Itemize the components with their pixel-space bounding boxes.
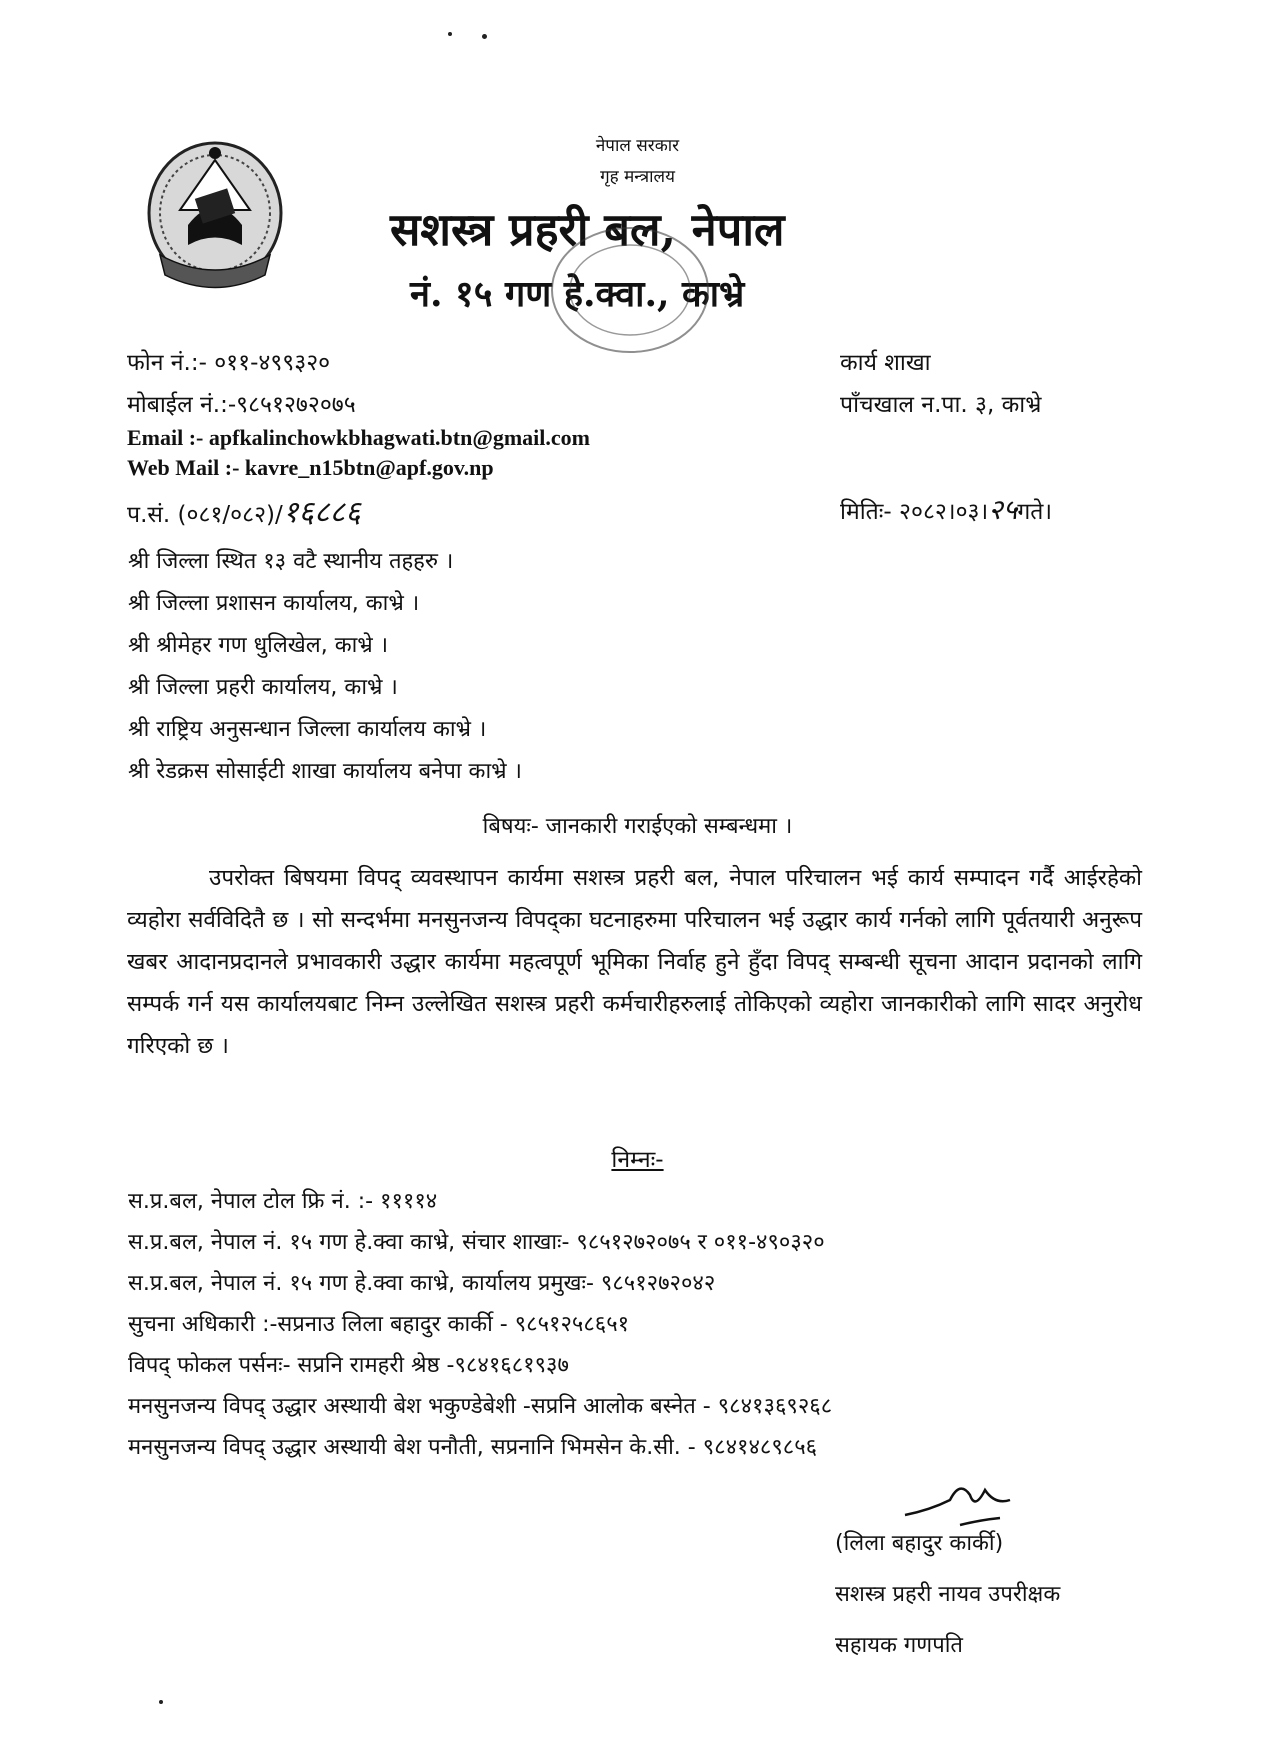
reference-number xyxy=(127,490,361,531)
recipient-item: श्री श्रीमेहर गण धुलिखेल, काभ्रे । xyxy=(128,633,389,658)
contact-list-item: सुचना अधिकारी :-सप्रनाउ लिला बहादुर कार्की - ९८५१२५८६५१ xyxy=(128,1312,630,1337)
list-heading-text: निम्नः- xyxy=(611,1147,664,1173)
signatory-title: सहायक गणपति xyxy=(835,1633,963,1658)
date-prefix: मितिः- २०८२।०३। xyxy=(840,499,989,525)
ministry-label: गृह मन्त्रालय xyxy=(600,167,675,187)
unit-title: नं. १५ गण हे.क्वा., काभ्रे xyxy=(410,273,745,315)
webmail-address: Web Mail :- kavre_n15btn@apf.gov.np xyxy=(127,455,494,480)
contact-list-item: स.प्र.बल, नेपाल नं. १५ गण हे.क्वा काभ्रे, संचार शाखाः- ९८५१२७२०७५ र ०११-४९०३२० xyxy=(128,1230,825,1255)
recipient-item: श्री जिल्ला स्थित १३ वटै स्थानीय तहहरु । xyxy=(128,549,454,574)
recipient-item: श्री राष्ट्रिय अनुसन्धान जिल्ला कार्यालय काभ्रे । xyxy=(128,717,487,742)
recipient-item: श्री जिल्ला प्रहरी कार्यालय, काभ्रे । xyxy=(128,675,398,700)
recipient-item: श्री जिल्ला प्रशासन कार्यालय, काभ्रे । xyxy=(128,591,420,616)
reference-handwritten: १६८८६ xyxy=(282,495,361,530)
signatory-name: (लिला बहादुर कार्की) xyxy=(835,1531,1004,1556)
letter-date xyxy=(840,490,1052,528)
list-heading xyxy=(0,1142,1275,1174)
branch-address: पाँचखाल न.पा. ३, काभ्रे xyxy=(840,392,1042,418)
branch-name: कार्य शाखा xyxy=(840,350,931,376)
contact-list-item: विपद् फोकल पर्सनः- सप्रनि रामहरी श्रेष्ठ -९८४१६८१९३७ xyxy=(128,1353,569,1378)
scan-speck xyxy=(159,1700,163,1704)
reference-prefix: प.सं. (०८१/०८२)/ xyxy=(127,502,283,528)
scan-speck xyxy=(482,34,487,39)
email-address: Email :- apfkalinchowkbhagwati.btn@gmail.com xyxy=(127,425,590,450)
signatory-rank: सशस्त्र प्रहरी नायव उपरीक्षक xyxy=(835,1582,1061,1607)
phone-number: फोन नं.:- ०११-४९९३२० xyxy=(127,350,331,376)
office-stamp-icon xyxy=(545,215,715,365)
subject-line: बिषयः- जानकारी गराईएको सम्बन्धमा । xyxy=(482,814,793,839)
contact-list-item: मनसुनजन्य विपद् उद्धार अस्थायी बेश भकुण्डेबेशी -सप्रनि आलोक बस्नेत - ९८४१३६९२६८ xyxy=(128,1394,833,1419)
date-handwritten: २५ xyxy=(988,493,1018,526)
recipient-item: श्री रेडक्रस सोसाईटी शाखा कार्यालय बनेपा काभ्रे । xyxy=(128,759,522,784)
mobile-number: मोबाईल नं.:-९८५१२७२०७५ xyxy=(127,392,356,418)
contact-list-item: मनसुनजन्य विपद् उद्धार अस्थायी बेश पनौती, सप्रनानि भिमसेन के.सी. - ९८४१४८९८५६ xyxy=(128,1435,818,1460)
nepal-emblem-icon xyxy=(140,135,290,300)
government-label: नेपाल सरकार xyxy=(595,136,680,156)
body-text: उपरोक्त बिषयमा विपद् व्यवस्थापन कार्यमा सशस्त्र प्रहरी बल, नेपाल परिचालन भई कार्य सम्पादन गर्दै आईरहेको व्यहोरा सर्वविदितै छ । सो सन्दर्भमा मनसुनजन्य विपद्का घटनाहरुमा परिचालन भई उद्धार कार्य गर्नको लागि पूर्वतयारी अनुरूप खबर आदानप्रदानले प्रभावकारी उद्धार कार्यमा महत्वपूर्ण भूमिका निर्वाह हुने हुँदा विपद् सम्बन्धी सूचना आदान प्रदानको लागि सम्पर्क गर्न यस कार्यालयबाट निम्न उल्लेखित सशस्त्र प्रहरी कर्मचारीहरुलाई तोकिएको व्यहोरा जानकारीको लागि सादर अनुरोध गरिएको छ । xyxy=(127,865,1142,1059)
contact-list-item: स.प्र.बल, नेपाल नं. १५ गण हे.क्वा काभ्रे, कार्यालय प्रमुखः- ९८५१२७२०४२ xyxy=(128,1271,716,1296)
body-paragraph xyxy=(127,857,1142,1067)
contact-list-item: स.प्र.बल, नेपाल टोल फ्रि नं. :- ११११४ xyxy=(128,1189,438,1214)
date-suffix: गते। xyxy=(1017,499,1053,525)
organization-title: सशस्त्र प्रहरी बल, नेपाल xyxy=(390,203,785,256)
scan-speck xyxy=(448,32,452,36)
